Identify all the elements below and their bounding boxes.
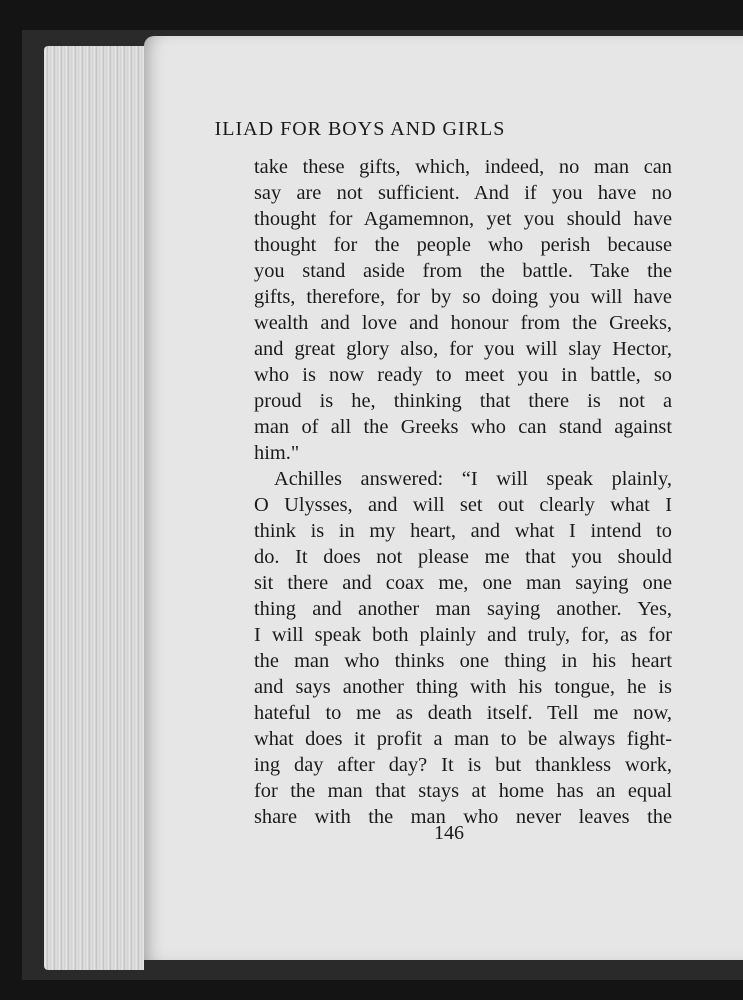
text-line: O Ulysses, and will set out clearly what I (254, 494, 672, 516)
text-line: sit there and coax me, one man saying one (254, 572, 672, 594)
running-head-text: ILIAD FOR BOYS AND GIRLS (214, 118, 506, 140)
text-line: for the man that stays at home has an equal (254, 780, 672, 802)
text-line: hateful to me as death itself. Tell me now, (254, 702, 672, 724)
text-line: I will speak both plainly and truly, for, as for (254, 624, 672, 646)
text-line: ing day after day? It is but thankless work, (254, 754, 672, 776)
text-line: and says another thing with his tongue, he is (254, 676, 672, 698)
text-line: thing and another man saying another. Yes, (254, 598, 672, 620)
text-line: gifts, therefore, for by so doing you will have (254, 286, 672, 308)
text-line: man of all the Greeks who can stand against (254, 416, 672, 438)
text-line: what does it profit a man to be always fight- (254, 728, 672, 750)
paragraph-first-line: Achilles answered: “I will speak plainly, (274, 468, 672, 490)
text-line: thought for Agamemnon, yet you should have (254, 208, 672, 230)
page-number: 146 (434, 822, 464, 844)
page-edges (44, 46, 144, 970)
text-line: share with the man who never leaves the (254, 806, 672, 828)
text-line: think is in my heart, and what I intend to (254, 520, 672, 542)
running-head (0, 118, 743, 141)
text-line: proud is he, thinking that there is not a (254, 390, 672, 412)
text-line: the man who thinks one thing in his heart (254, 650, 672, 672)
text-line: thought for the people who perish because (254, 234, 672, 256)
text-line: and great glory also, for you will slay Hector, (254, 338, 672, 360)
text-line: take these gifts, which, indeed, no man can (254, 156, 672, 178)
body-text (254, 154, 672, 830)
text-line: who is now ready to meet you in battle, so (254, 364, 672, 386)
text-line: say are not sufficient. And if you have no (254, 182, 672, 204)
text-line: you stand aside from the battle. Take the (254, 260, 672, 282)
text-line: wealth and love and honour from the Greeks, (254, 312, 672, 334)
text-line: do. It does not please me that you should (254, 546, 672, 568)
text-line: him." (254, 442, 300, 464)
